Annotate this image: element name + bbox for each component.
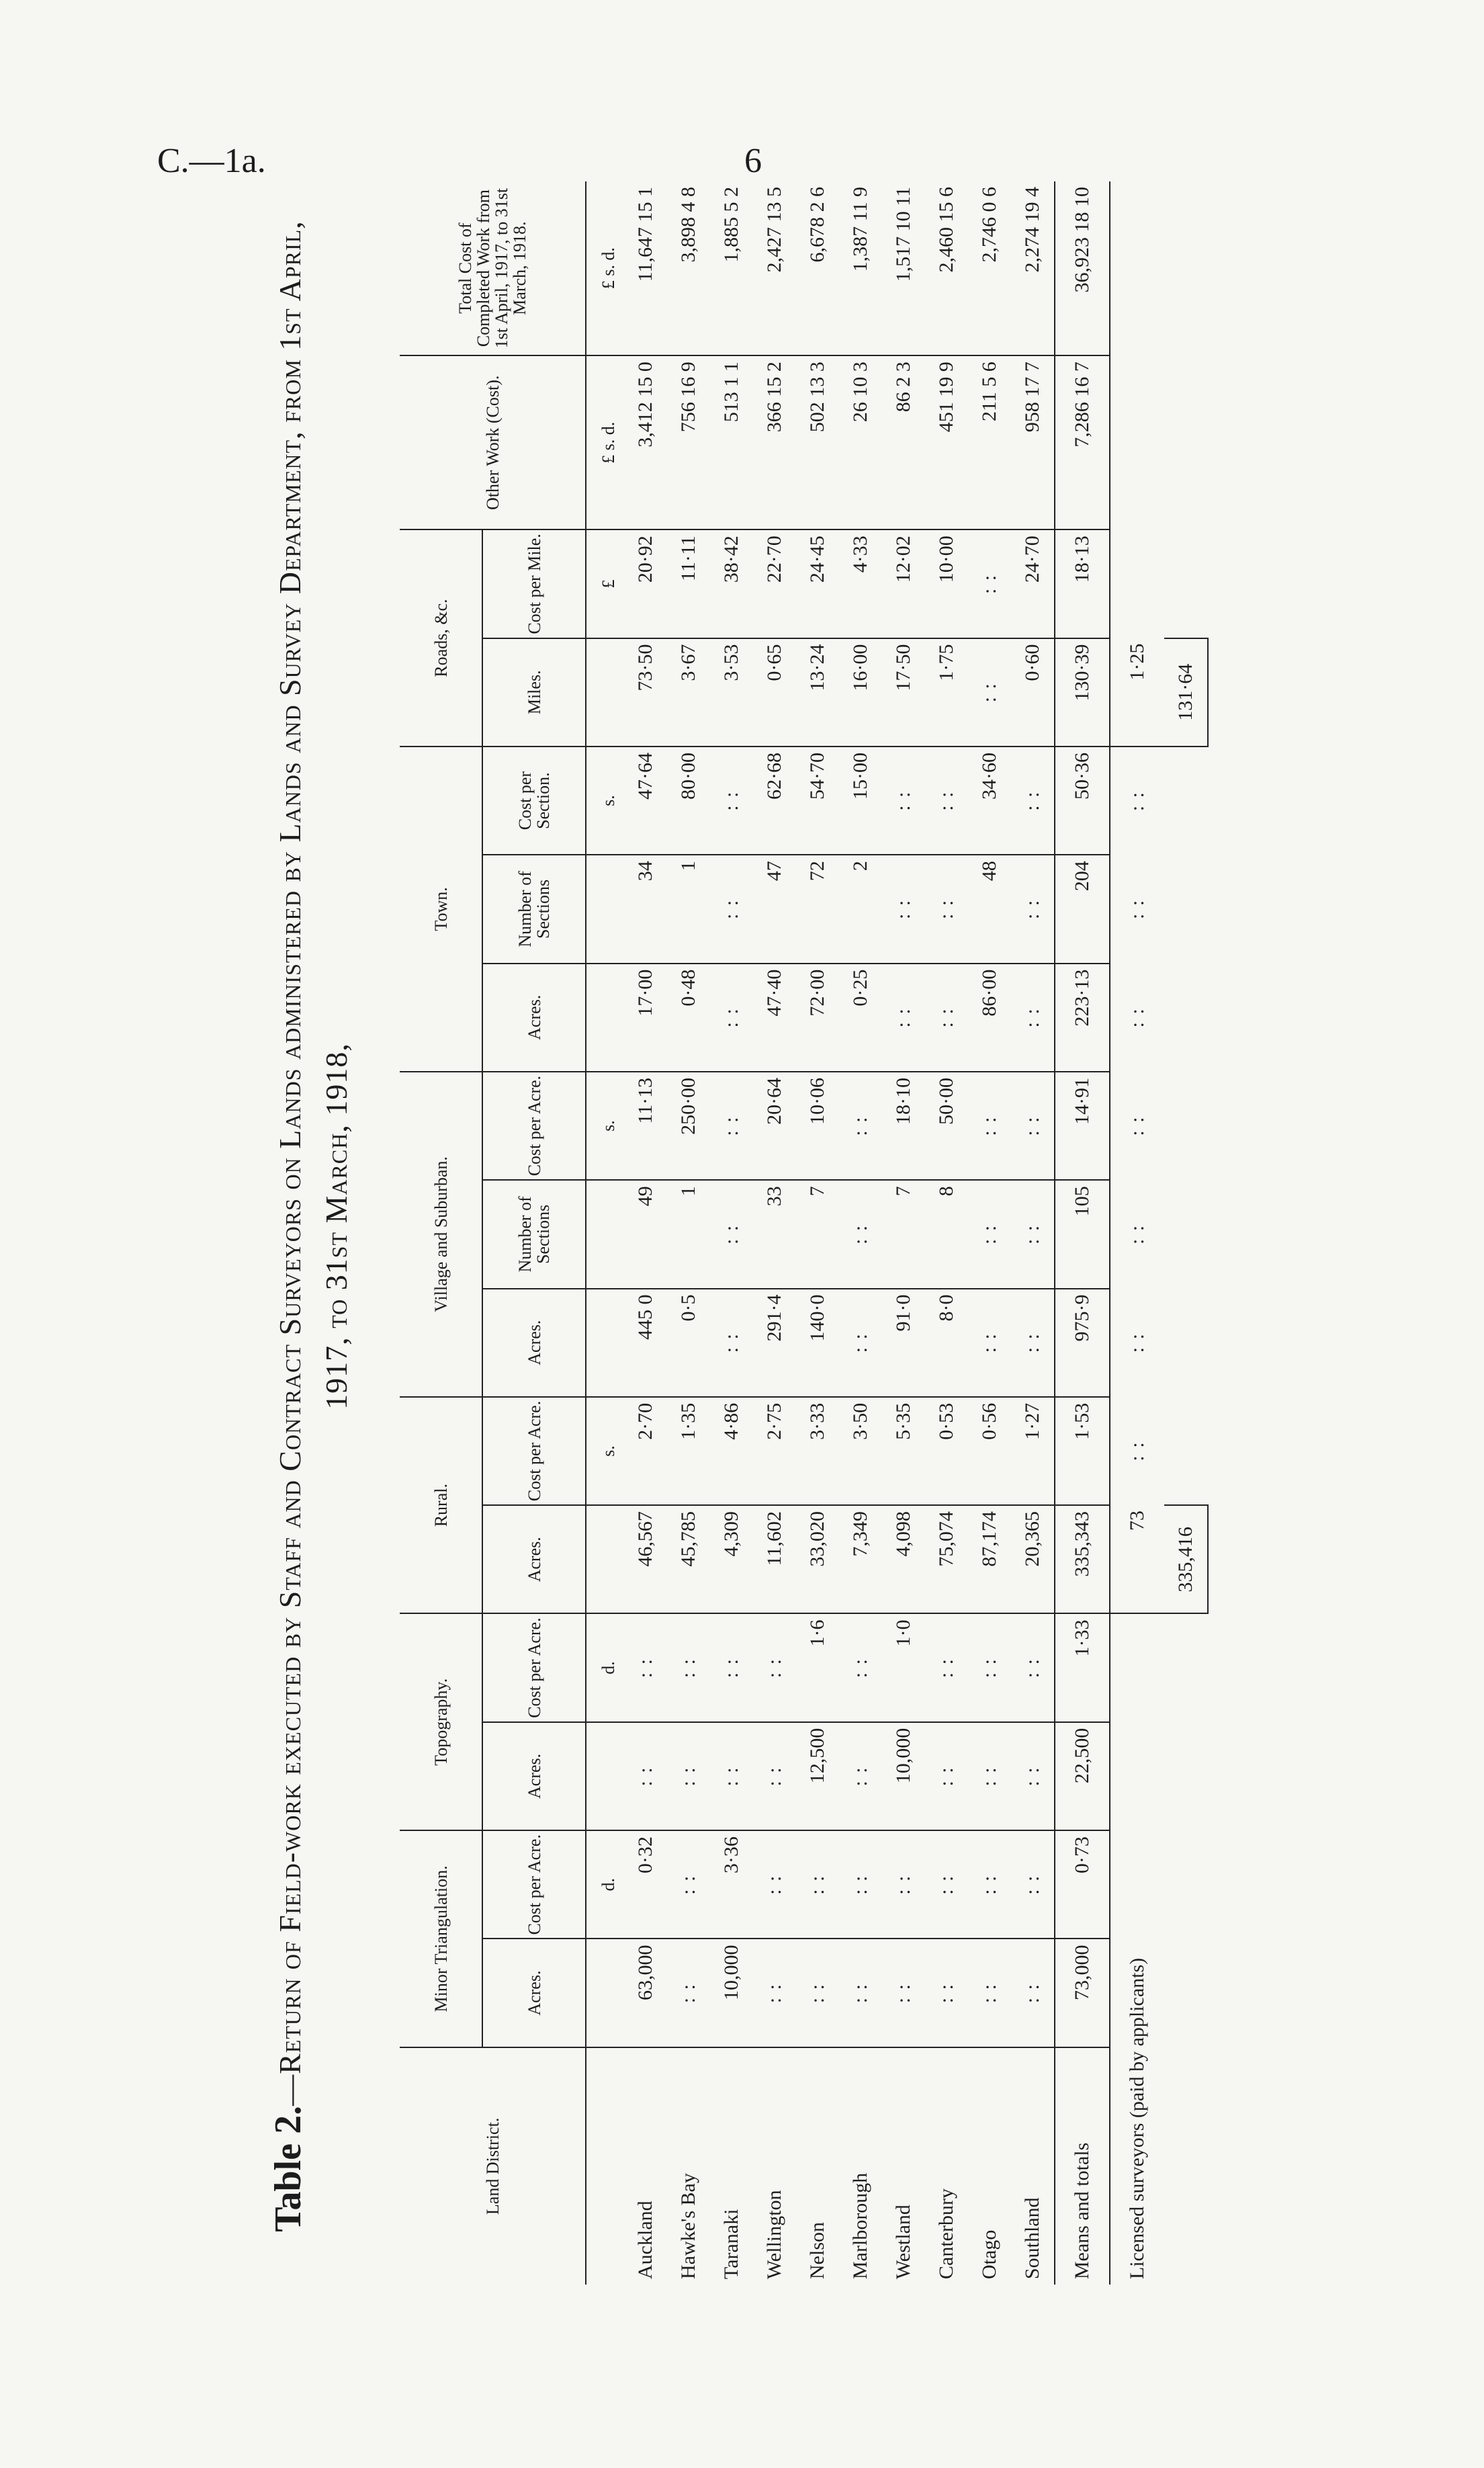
cell-town-acres: 47·40 (753, 964, 796, 1072)
cell-vil-sections: 49 (624, 1180, 667, 1288)
cell-total: 2,274 19 4 (1011, 181, 1055, 355)
table-body (586, 181, 1208, 2285)
licensed-blank: : : (1126, 1007, 1148, 1028)
units-cell: d. (586, 1830, 624, 1939)
total-town-acres: 223·13 (1055, 964, 1110, 1072)
cell-total: 1,517 10 11 (882, 181, 925, 355)
cell-road-miles: 17·50 (882, 638, 925, 747)
village-sections-header: Number of Sections (482, 1180, 586, 1288)
cell-road-miles: 16·00 (839, 638, 882, 747)
licensed-blank: : : (1126, 1332, 1148, 1353)
units-cell (586, 638, 624, 747)
cell-town-sections: 72 (796, 855, 839, 963)
village-suburban-header: Village and Suburban. (400, 1072, 482, 1397)
cell-tri-acres: : : (968, 1939, 1011, 2047)
district-name: Canterbury (935, 2188, 957, 2279)
units-cell (586, 1180, 624, 1288)
cell-total: 2,427 13 5 (753, 181, 796, 355)
units-cell (586, 1939, 624, 2047)
cell-vil-sections: 7 (796, 1180, 839, 1288)
cell-vil-sections: : : (710, 1180, 753, 1288)
cell-rural-acres: 7,349 (839, 1505, 882, 1613)
field-work-return-table (400, 181, 1209, 2285)
cell-rural-acres: 4,309 (710, 1505, 753, 1613)
cell-total: 6,678 2 6 (796, 181, 839, 355)
cell-road-miles: 0·60 (1011, 638, 1055, 747)
units-cell: s. (586, 747, 624, 855)
cell-tri-cost: 3·36 (710, 1830, 753, 1939)
cell-town-sections: 34 (624, 855, 667, 963)
units-cell: £ s. d. (586, 355, 624, 529)
cell-town-cost: : : (710, 747, 753, 855)
town-sections-header: Number of Sections (482, 855, 586, 963)
tri-cost-header: Cost per Acre. (482, 1830, 586, 1939)
village-cost-header: Cost per Acre. (482, 1072, 586, 1180)
cell-total: 1,387 11 9 (839, 181, 882, 355)
cell-vil-cost: 20·64 (753, 1072, 796, 1180)
cell-total: 11,647 15 1 (624, 181, 667, 355)
cell-vil-cost: 10·06 (796, 1072, 839, 1180)
total-vil-sections: 105 (1055, 1180, 1110, 1288)
total-road-miles: 130·39 (1055, 638, 1110, 747)
grand-blank (1164, 747, 1208, 1505)
cell-tri-acres: 63,000 (624, 1939, 667, 2047)
cell-topo-cost: : : (753, 1613, 796, 1721)
cell-other: 3,412 15 0 (624, 355, 667, 529)
cell-rural-cost: 2·70 (624, 1397, 667, 1505)
cell-tri-acres: : : (882, 1939, 925, 2047)
licensed-surveyors-label: Licensed surveyors (paid by applicants) (1126, 1957, 1148, 2279)
cell-rural-cost: 3·33 (796, 1397, 839, 1505)
cell-town-cost: 34·60 (968, 747, 1011, 855)
caption-line-1: —Return of Field-work executed by Staff and Contract Surveyors on Lands administered by Lands and Survey Department, from 1st April, (273, 220, 307, 2106)
cell-tri-cost: : : (753, 1830, 796, 1939)
cell-other: 513 1 1 (710, 355, 753, 529)
grand-total-row (1164, 181, 1208, 2285)
cell-road-cost: 24·45 (796, 529, 839, 638)
cell-vil-acres: 445 0 (624, 1289, 667, 1397)
rural-header: Rural. (400, 1397, 482, 1614)
town-cost-header: Cost per Section. (482, 747, 586, 855)
cell-rural-cost: 5·35 (882, 1397, 925, 1505)
cell-town-sections: 2 (839, 855, 882, 963)
caption-line-2: 1917, to 31st March, 1918, (319, 1043, 353, 1410)
cell-other: 26 10 3 (839, 355, 882, 529)
cell-road-miles: 0·65 (753, 638, 796, 747)
cell-topo-acres: : : (753, 1722, 796, 1830)
cell-topo-acres: 12,500 (796, 1722, 839, 1830)
cell-tri-acres: : : (753, 1939, 796, 2047)
road-miles-header: Miles. (482, 638, 586, 747)
units-cell: £ s. d. (586, 181, 624, 355)
cell-road-cost: 11·11 (667, 529, 710, 638)
cell-vil-cost: : : (839, 1072, 882, 1180)
licensed-blank: : : (1126, 1224, 1148, 1244)
licensed-blank: : : (1126, 898, 1148, 919)
total-other: 7,286 16 7 (1055, 355, 1110, 529)
cell-town-cost: 80·00 (667, 747, 710, 855)
cell-road-cost: 22·70 (753, 529, 796, 638)
cell-town-cost: : : (925, 747, 968, 855)
cell-tri-cost: : : (839, 1830, 882, 1939)
cell-topo-cost: 1·0 (882, 1613, 925, 1721)
cell-town-sections: : : (1011, 855, 1055, 963)
cell-topo-cost: : : (968, 1613, 1011, 1721)
cell-tri-acres: : : (796, 1939, 839, 2047)
cell-topo-acres: : : (925, 1722, 968, 1830)
units-row (586, 181, 624, 2285)
table-row (667, 181, 710, 2285)
district-name: Nelson (806, 2222, 828, 2279)
licensed-blank: : : (1126, 791, 1148, 812)
table-caption (269, 168, 390, 2285)
cell-vil-acres: 140·0 (796, 1289, 839, 1397)
cell-town-acres: 72·00 (796, 964, 839, 1072)
cell-vil-acres: : : (1011, 1289, 1055, 1397)
cell-town-acres: 0·48 (667, 964, 710, 1072)
cell-tri-cost: : : (667, 1830, 710, 1939)
cell-town-acres: 0·25 (839, 964, 882, 1072)
cell-vil-cost: 50·00 (925, 1072, 968, 1180)
district-name: Southland (1021, 2197, 1043, 2279)
total-total: 36,923 18 10 (1055, 181, 1110, 355)
cell-topo-acres: : : (710, 1722, 753, 1830)
units-cell: d. (586, 1613, 624, 1721)
cell-rural-acres: 46,567 (624, 1505, 667, 1613)
cell-other: 86 2 3 (882, 355, 925, 529)
licensed-blank: : : (1126, 1441, 1148, 1461)
cell-tri-acres: : : (925, 1939, 968, 2047)
totals-row (1055, 181, 1110, 2285)
cell-rural-acres: 4,098 (882, 1505, 925, 1613)
cell-rural-acres: 87,174 (968, 1505, 1011, 1613)
cell-topo-cost: : : (1011, 1613, 1055, 1721)
cell-town-acres: 17·00 (624, 964, 667, 1072)
cell-vil-cost: 11·13 (624, 1072, 667, 1180)
cell-tri-cost: : : (796, 1830, 839, 1939)
table-row (839, 181, 882, 2285)
cell-total: 2,746 0 6 (968, 181, 1011, 355)
cell-road-miles: 1·75 (925, 638, 968, 747)
cell-tri-acres: : : (667, 1939, 710, 2047)
topography-header: Topography. (400, 1613, 482, 1830)
cell-vil-sections: 7 (882, 1180, 925, 1288)
cell-other: 451 19 9 (925, 355, 968, 529)
page-number: 6 (744, 142, 762, 180)
cell-town-acres: : : (1011, 964, 1055, 1072)
cell-vil-cost: : : (968, 1072, 1011, 1180)
cell-topo-acres: 10,000 (882, 1722, 925, 1830)
table-row (1011, 181, 1055, 2285)
cell-vil-sections: : : (1011, 1180, 1055, 1288)
minor-triangulation-header: Minor Triangulation. (400, 1830, 482, 2047)
district-name: Otago (978, 2229, 1000, 2279)
units-cell: s. (586, 1072, 624, 1180)
total-rural-acres: 335,343 (1055, 1505, 1110, 1613)
totals-label: Means and totals (1055, 2047, 1110, 2285)
units-cell: s. (586, 1397, 624, 1505)
cell-tri-cost: : : (1011, 1830, 1055, 1939)
cell-rural-acres: 20,365 (1011, 1505, 1055, 1613)
roads-header: Roads, &c. (400, 529, 482, 747)
cell-rural-acres: 45,785 (667, 1505, 710, 1613)
units-cell (586, 2047, 624, 2285)
table-row (882, 181, 925, 2285)
cell-town-cost: 62·68 (753, 747, 796, 855)
total-topo-cost: 1·33 (1055, 1613, 1110, 1721)
cell-topo-cost: : : (710, 1613, 753, 1721)
cell-town-sections: 47 (753, 855, 796, 963)
cell-road-cost: : : (968, 529, 1011, 638)
road-cost-header: Cost per Mile. (482, 529, 586, 638)
cell-town-sections: : : (925, 855, 968, 963)
table-row (968, 181, 1011, 2285)
caption-label: Table 2. (267, 2105, 309, 2232)
cell-town-sections: 48 (968, 855, 1011, 963)
table-row (925, 181, 968, 2285)
cell-road-miles: 13·24 (796, 638, 839, 747)
cell-tri-cost: : : (882, 1830, 925, 1939)
units-cell (586, 855, 624, 963)
cell-road-cost: 4·33 (839, 529, 882, 638)
cell-town-cost: 47·64 (624, 747, 667, 855)
cell-town-cost: 15·00 (839, 747, 882, 855)
district-name: Auckland (634, 2201, 656, 2279)
cell-total: 2,460 15 6 (925, 181, 968, 355)
tri-acres-header: Acres. (482, 1939, 586, 2047)
total-rural-cost: 1·53 (1055, 1397, 1110, 1505)
total-tri-cost: 0·73 (1055, 1830, 1110, 1939)
cell-rural-cost: 1·27 (1011, 1397, 1055, 1505)
units-cell (586, 1505, 624, 1613)
cell-vil-acres: 91·0 (882, 1289, 925, 1397)
cell-rural-cost: 1·35 (667, 1397, 710, 1505)
cell-town-acres: : : (925, 964, 968, 1072)
grand-rural-acres: 335,416 (1164, 1505, 1208, 1613)
cell-rural-acres: 11,602 (753, 1505, 796, 1613)
cell-total: 1,885 5 2 (710, 181, 753, 355)
cell-rural-cost: 3·50 (839, 1397, 882, 1505)
cell-road-miles: 3·53 (710, 638, 753, 747)
units-cell (586, 964, 624, 1072)
licensed-surveyors-row (1110, 181, 1164, 2285)
total-topo-acres: 22,500 (1055, 1722, 1110, 1830)
total-vil-cost: 14·91 (1055, 1072, 1110, 1180)
cell-road-miles: : : (968, 638, 1011, 747)
cell-vil-sections: 1 (667, 1180, 710, 1288)
licensed-blank (1110, 181, 1164, 638)
cell-topo-cost: : : (667, 1613, 710, 1721)
cell-vil-acres: : : (839, 1289, 882, 1397)
rotated-table-block (269, 168, 1276, 2285)
cell-road-cost: 10·00 (925, 529, 968, 638)
cell-tri-acres: : : (1011, 1939, 1055, 2047)
cell-town-acres: : : (882, 964, 925, 1072)
cell-vil-acres: : : (710, 1289, 753, 1397)
licensed-road-miles: 1·25 (1110, 638, 1164, 747)
cell-vil-cost: 18·10 (882, 1072, 925, 1180)
cell-rural-cost: 0·53 (925, 1397, 968, 1505)
topo-acres-header: Acres. (482, 1722, 586, 1830)
licensed-blank: : : (1126, 1115, 1148, 1136)
village-acres-header: Acres. (482, 1289, 586, 1397)
cell-topo-acres: : : (968, 1722, 1011, 1830)
total-vil-acres: 975·9 (1055, 1289, 1110, 1397)
cell-other: 756 16 9 (667, 355, 710, 529)
cell-vil-cost: : : (710, 1072, 753, 1180)
cell-topo-acres: : : (839, 1722, 882, 1830)
cell-rural-acres: 33,020 (796, 1505, 839, 1613)
cell-vil-sections: : : (968, 1180, 1011, 1288)
cell-vil-acres: : : (968, 1289, 1011, 1397)
cell-vil-sections: 8 (925, 1180, 968, 1288)
total-cost-header: Total Cost of Completed Work from 1st April, 1917, to 31st March, 1918. (400, 181, 586, 355)
cell-topo-cost: : : (839, 1613, 882, 1721)
cell-rural-cost: 4·86 (710, 1397, 753, 1505)
cell-total: 3,898 4 8 (667, 181, 710, 355)
total-tri-acres: 73,000 (1055, 1939, 1110, 2047)
cell-vil-cost: 250·00 (667, 1072, 710, 1180)
table-row (796, 181, 839, 2285)
cell-vil-sections: 33 (753, 1180, 796, 1288)
cell-road-cost: 38·42 (710, 529, 753, 638)
table-row (753, 181, 796, 2285)
rural-acres-header: Acres. (482, 1505, 586, 1613)
units-cell: £ (586, 529, 624, 638)
cell-vil-acres: 0·5 (667, 1289, 710, 1397)
cell-topo-acres: : : (1011, 1722, 1055, 1830)
cell-other: 502 13 3 (796, 355, 839, 529)
cell-topo-cost: 1·6 (796, 1613, 839, 1721)
table-row (710, 181, 753, 2285)
table-row (624, 181, 667, 2285)
total-town-cost: 50·36 (1055, 747, 1110, 855)
units-cell (586, 1722, 624, 1830)
cell-other: 366 15 2 (753, 355, 796, 529)
district-name: Marlborough (849, 2172, 871, 2279)
units-cell (586, 1289, 624, 1397)
cell-vil-acres: 291·4 (753, 1289, 796, 1397)
district-name: Taranaki (720, 2209, 742, 2279)
cell-topo-cost: : : (624, 1613, 667, 1721)
grand-blank (1164, 1613, 1208, 2285)
grand-blank (1164, 181, 1208, 638)
cell-tri-acres: : : (839, 1939, 882, 2047)
cell-vil-cost: : : (1011, 1072, 1055, 1180)
district-name: Hawke's Bay (677, 2173, 699, 2279)
cell-town-cost: 54·70 (796, 747, 839, 855)
grand-road-miles: 131·64 (1164, 638, 1208, 747)
cell-town-sections: : : (710, 855, 753, 963)
town-acres-header: Acres. (482, 964, 586, 1072)
district-name: Wellington (763, 2190, 785, 2279)
cell-town-acres: 86·00 (968, 964, 1011, 1072)
town-header: Town. (400, 747, 482, 1072)
total-road-cost: 18·13 (1055, 529, 1110, 638)
cell-town-acres: : : (710, 964, 753, 1072)
cell-tri-acres: 10,000 (710, 1939, 753, 2047)
document-reference: C.—1a. (157, 142, 266, 180)
topo-cost-header: Cost per Acre. (482, 1613, 586, 1721)
cell-road-cost: 12·02 (882, 529, 925, 638)
cell-vil-sections: : : (839, 1180, 882, 1288)
cell-town-cost: : : (882, 747, 925, 855)
cell-town-sections: : : (882, 855, 925, 963)
cell-other: 958 17 7 (1011, 355, 1055, 529)
cell-rural-cost: 0·56 (968, 1397, 1011, 1505)
cell-topo-cost: : : (925, 1613, 968, 1721)
cell-town-sections: 1 (667, 855, 710, 963)
cell-road-miles: 3·67 (667, 638, 710, 747)
cell-town-cost: : : (1011, 747, 1055, 855)
cell-rural-acres: 75,074 (925, 1505, 968, 1613)
rural-cost-header: Cost per Acre. (482, 1397, 586, 1505)
district-name: Westland (892, 2205, 914, 2279)
cell-road-miles: 73·50 (624, 638, 667, 747)
cell-topo-acres: : : (667, 1722, 710, 1830)
cell-vil-acres: 8·0 (925, 1289, 968, 1397)
total-town-sections: 204 (1055, 855, 1110, 963)
cell-rural-cost: 2·75 (753, 1397, 796, 1505)
land-district-header: Land District. (400, 2047, 586, 2285)
cell-other: 211 5 6 (968, 355, 1011, 529)
cell-tri-cost: 0·32 (624, 1830, 667, 1939)
licensed-rural-acres: 73 (1110, 1505, 1164, 1613)
cell-tri-cost: : : (925, 1830, 968, 1939)
cell-topo-acres: : : (624, 1722, 667, 1830)
cell-road-cost: 24·70 (1011, 529, 1055, 638)
cell-road-cost: 20·92 (624, 529, 667, 638)
cell-tri-cost: : : (968, 1830, 1011, 1939)
other-work-header: Other Work (Cost). (400, 355, 586, 529)
